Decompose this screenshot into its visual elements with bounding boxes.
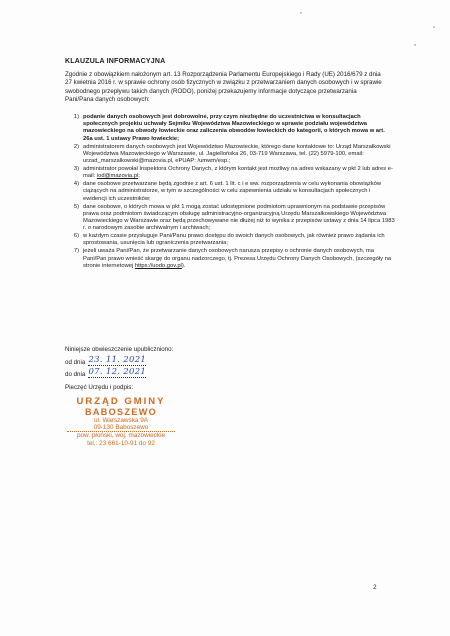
list-item-text: dane osobowe, o których mowa w pkt 1 mogą zostać udostępnione podmiotom uprawnionym na podstawie przepisów prawa oraz podmiotom świadczącym obsługę administracyjno-organizacyjną Urzędu Marszałkowskiego Województwa Mazowieckiego w Warszawie oraz będą przechowywane nie dłużej niż to wynika z przepisów ustawy z dnia 14 lipca 1983 r. o narodowym zasobie archiwalnym i archiwach;: [83, 203, 395, 232]
list-item-number: 1): [73, 114, 79, 120]
date-to-label: do dnia: [65, 371, 86, 378]
clause-list: [65, 114, 395, 270]
uodo-website-link[interactable]: https://uodo.gov.pl: [134, 262, 182, 269]
scan-speck: [433, 26, 435, 28]
date-to-handwritten: 07. 12. 2021: [88, 367, 147, 377]
date-to-field: [65, 368, 146, 378]
list-item-tail: ;: [138, 173, 140, 180]
date-from-field: [65, 356, 146, 366]
list-item: [65, 248, 395, 270]
stamp-line: pow. płoński, woj. mazowieckie: [76, 432, 166, 440]
stamp-line: BABOSZEWO: [84, 407, 158, 417]
stamp-line: ul. Warszawska 9A: [93, 417, 149, 424]
stamp-line: URZĄD GMINY: [76, 396, 166, 407]
iod-email-link[interactable]: iod@mazovia.pl: [96, 173, 139, 180]
date-from-label: od dnia: [65, 359, 86, 366]
list-item: [65, 114, 395, 143]
list-item-number: 5): [73, 203, 79, 210]
scan-speck: [300, 12, 302, 14]
list-item-number: 2): [73, 143, 79, 150]
list-item-text-container: [83, 248, 395, 270]
stamp-line: tel.: 23 661-10-91 do 92: [87, 439, 155, 447]
list-item-tail: ).: [181, 262, 186, 269]
list-item-text: administrator powołał Inspektora Ochrony Danych, z którym kontakt jest możliwy na adres wskazany w pkt 2 lub adres e-mail:: [83, 166, 393, 180]
signature-label: Pieczęć Urzędu i podpis:: [65, 384, 134, 391]
list-item: [65, 144, 395, 166]
office-stamp: [65, 396, 177, 447]
list-item-number: 4): [73, 181, 79, 188]
list-item-text: podanie danych osobowych jest dobrowolne, przy czym niezbędne do uczestnictwa w konsultacjach społecznych projektu uchwały Sejmiku Województwa Mazowieckiego w sprawie podziału województwa mazowieckiego na obwody łowieckie oraz zaliczenia obwodów łowieckich do kategorii, o których mowa w art. 26a ust. 1 ustawy Prawo łowieckie;: [83, 114, 385, 142]
scan-speck: [414, 44, 416, 46]
page-number: 2: [373, 584, 377, 591]
list-item: [65, 166, 395, 180]
list-item-number: 7): [73, 248, 79, 255]
list-item-number: 6): [73, 233, 79, 240]
intro-paragraph: Zgodnie z obowiązkiem nałożonym art. 13 Rozporządzenia Parlamentu Europejskiego i Rady (UE) 2016/679 z dnia 27 kwietnia 2016 r. w sprawie ochrony osób fizycznych w związku z przetwarzaniem danych osobowych i w sprawie swobodnego przepływu takich danych (RODO), poniżej przekazujemy informacje dotyczące przetwarzania Pani/Pana danych osobowych:: [65, 71, 382, 104]
stamp-line: 09-130 Baboszewo: [93, 424, 149, 432]
list-item: [65, 204, 395, 233]
date-from-handwritten: 23. 11. 2021: [88, 355, 147, 365]
list-item: [65, 181, 395, 203]
list-item-text-container: [83, 166, 395, 180]
publication-notice: Niniejsze obwieszczenie upubliczniono:: [65, 346, 174, 353]
list-item-number: 3): [73, 166, 79, 173]
list-item: [65, 233, 395, 247]
document-title: KLAUZULA INFORMACYJNA: [65, 58, 166, 65]
list-item-text: administratorem danych osobowych jest Województwo Mazowieckie, którego dane kontaktowe to: Urząd Marszałkowski Województwa Mazowieckiego w Warszawie, ul. Jagiellońska 26, 03-719 Warszawa, tel. (22) 5979-100, email: urzad_marszalkowski@mazovia.pl, ePUAP: /umwm/esp.;: [83, 143, 391, 165]
list-item-text: jeżeli uważa Pani/Pan, że przetwarzanie danych osobowych narusza przepisy o ochronie danych osobowych, ma Pani/Pan prawo wnieść skargę do organu nadzorczego, tj. Prezesa Urzędu Ochrony Danych Osobowych, (szczegóły na stronie internetowej: [83, 248, 392, 269]
list-item-text: w każdym czasie przysługuje Pani/Panu prawo dostępu do swoich danych osobowych, jak również prawo żądania ich sprostowania, usunięcia lub ograniczenia przetwarzania;: [83, 233, 385, 247]
list-item-text: dane osobowe przetwarzane będą zgodnie z art. 6 ust. 1 lit. c i e ww. rozporządzenia w celu wykonania obowiązków ciążących na administratorze, w tym w szczególności w celu zapewnienia udziału w konsultacjach społecznych i ewidencji ich uczestników;: [83, 181, 382, 202]
